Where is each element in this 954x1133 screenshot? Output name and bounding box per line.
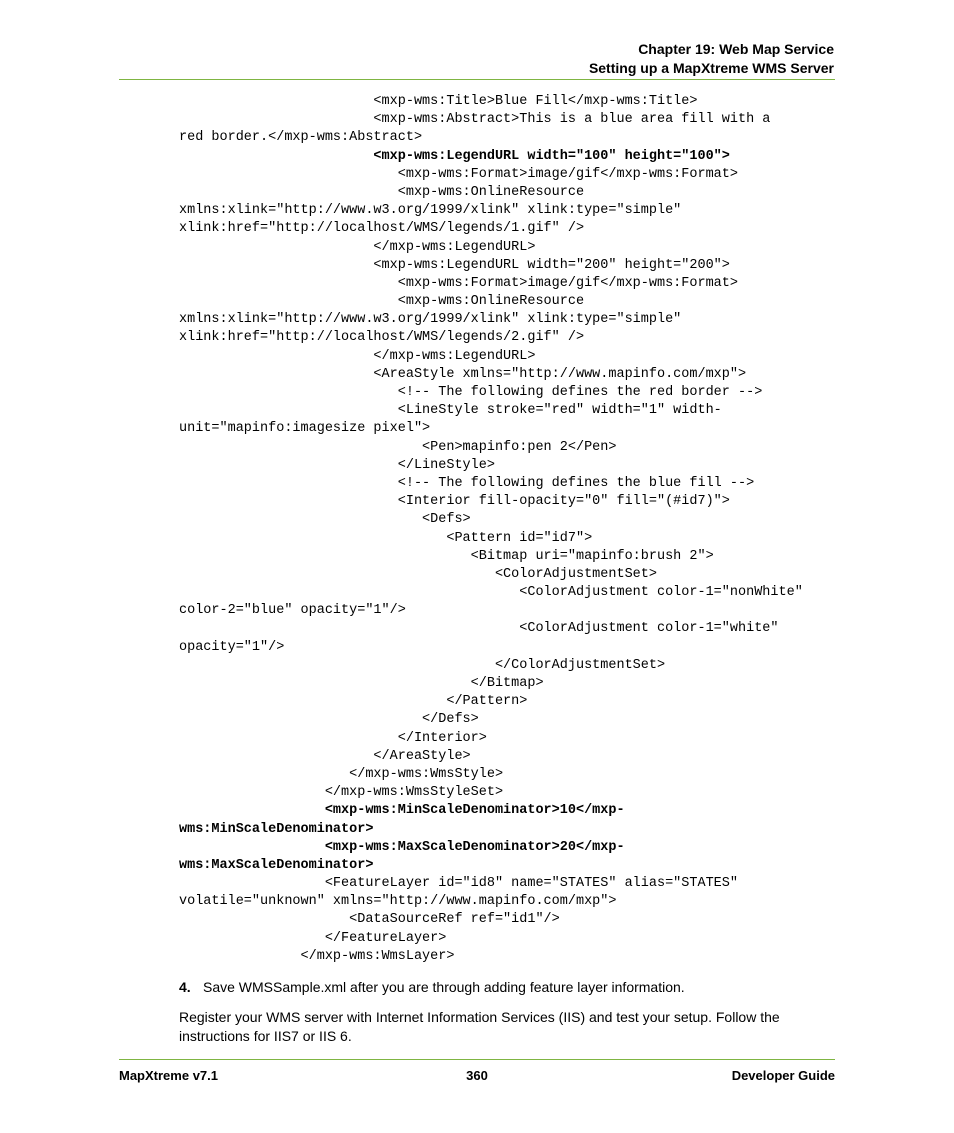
code-line: wms:MaxScaleDenominator> — [179, 857, 374, 873]
code-line: </mxp-wms:LegendURL> — [179, 239, 536, 255]
code-line: </AreaStyle> — [179, 748, 471, 764]
code-line: <mxp-wms:LegendURL width="100" height="100"> — [179, 148, 730, 164]
step-number: 4. — [179, 979, 191, 995]
code-line: </mxp-wms:WmsLayer> — [179, 948, 455, 964]
code-line: </Bitmap> — [179, 676, 544, 691]
code-line: <FeatureLayer id="id8" name="STATES" alias="STATES" — [179, 876, 738, 892]
code-line: </mxp-wms:LegendURL> — [179, 348, 536, 364]
code-line: <Defs> — [179, 512, 471, 528]
page-header — [589, 40, 834, 78]
code-line: </mxp-wms:WmsStyle> — [179, 766, 504, 782]
code-line: volatile="unknown" xmlns="http://www.mapinfo.com/mxp"> — [179, 894, 617, 910]
step-4 — [179, 978, 685, 997]
code-line: <Pattern id="id7"> — [179, 530, 593, 546]
code-line: color-2="blue" opacity="1"/> — [179, 603, 406, 619]
code-line: </Interior> — [179, 730, 487, 746]
code-line: <mxp-wms:OnlineResource — [179, 184, 585, 200]
code-line: <Pen>mapinfo:pen 2</Pen> — [179, 439, 617, 455]
footer-rule — [119, 1059, 835, 1060]
code-line: </ColorAdjustmentSet> — [179, 657, 666, 673]
page-number: 360 — [466, 1068, 488, 1083]
code-line: xmlns:xlink="http://www.w3.org/1999/xlink" xlink:type="simple" — [179, 203, 682, 219]
code-line: <mxp-wms:Format>image/gif</mxp-wms:Format> — [179, 166, 738, 182]
code-line: <mxp-wms:Format>image/gif</mxp-wms:Format> — [179, 275, 738, 291]
footer-guide: Developer Guide — [731, 1068, 835, 1083]
code-line: <ColorAdjustment color-1="white" — [179, 621, 779, 637]
code-line: <!-- The following defines the blue fill --> — [179, 475, 755, 491]
code-line: <mxp-wms:LegendURL width="200" height="200"> — [179, 257, 730, 273]
code-line: red border.</mxp-wms:Abstract> — [179, 130, 423, 146]
code-line: unit="mapinfo:imagesize pixel"> — [179, 421, 431, 437]
code-line: <mxp-wms:Title>Blue Fill</mxp-wms:Title> — [179, 94, 698, 109]
code-line: <AreaStyle xmlns="http://www.mapinfo.com/mxp"> — [179, 366, 747, 382]
chapter-title: Chapter 19: Web Map Service — [638, 41, 834, 57]
code-line: xlink:href="http://localhost/WMS/legends/1.gif" /> — [179, 221, 585, 237]
code-line: <ColorAdjustmentSet> — [179, 566, 657, 582]
code-line: </LineStyle> — [179, 457, 495, 473]
code-line: <Interior fill-opacity="0" fill="(#id7)"> — [179, 494, 730, 510]
code-line: </Pattern> — [179, 694, 528, 710]
xml-code-block — [179, 93, 839, 966]
step-text: Save WMSSample.xml after you are through adding feature layer information. — [203, 979, 685, 995]
code-line: <mxp-wms:OnlineResource — [179, 294, 585, 310]
code-line: wms:MinScaleDenominator> — [179, 821, 374, 837]
code-line: <mxp-wms:MaxScaleDenominator>20</mxp- — [179, 839, 625, 855]
section-title: Setting up a MapXtreme WMS Server — [588, 60, 834, 76]
code-line: </mxp-wms:WmsStyleSet> — [179, 785, 504, 801]
code-line: </FeatureLayer> — [179, 930, 447, 946]
code-line: </Defs> — [179, 712, 479, 728]
code-line: <ColorAdjustment color-1="nonWhite" — [179, 585, 803, 601]
footer-product: MapXtreme v7.1 — [119, 1068, 218, 1083]
header-rule — [119, 79, 835, 80]
code-line: <mxp-wms:Abstract>This is a blue area fill with a — [179, 112, 771, 128]
code-line: <!-- The following defines the red border --> — [179, 385, 763, 400]
body-paragraph: Register your WMS server with Internet Information Services (IIS) and test your setup. Follow the instructions for IIS7 or IIS 6. — [179, 1009, 780, 1044]
page-footer — [119, 1066, 835, 1085]
code-line: <Bitmap uri="mapinfo:brush 2"> — [179, 548, 714, 564]
code-line: xmlns:xlink="http://www.w3.org/1999/xlink" xlink:type="simple" — [179, 312, 682, 328]
code-line: <mxp-wms:MinScaleDenominator>10</mxp- — [179, 803, 625, 819]
code-line: xlink:href="http://localhost/WMS/legends/2.gif" /> — [179, 330, 585, 346]
code-line: opacity="1"/> — [179, 639, 285, 655]
code-line: <DataSourceRef ref="id1"/> — [179, 912, 560, 928]
code-line: <LineStyle stroke="red" width="1" width- — [179, 403, 722, 419]
